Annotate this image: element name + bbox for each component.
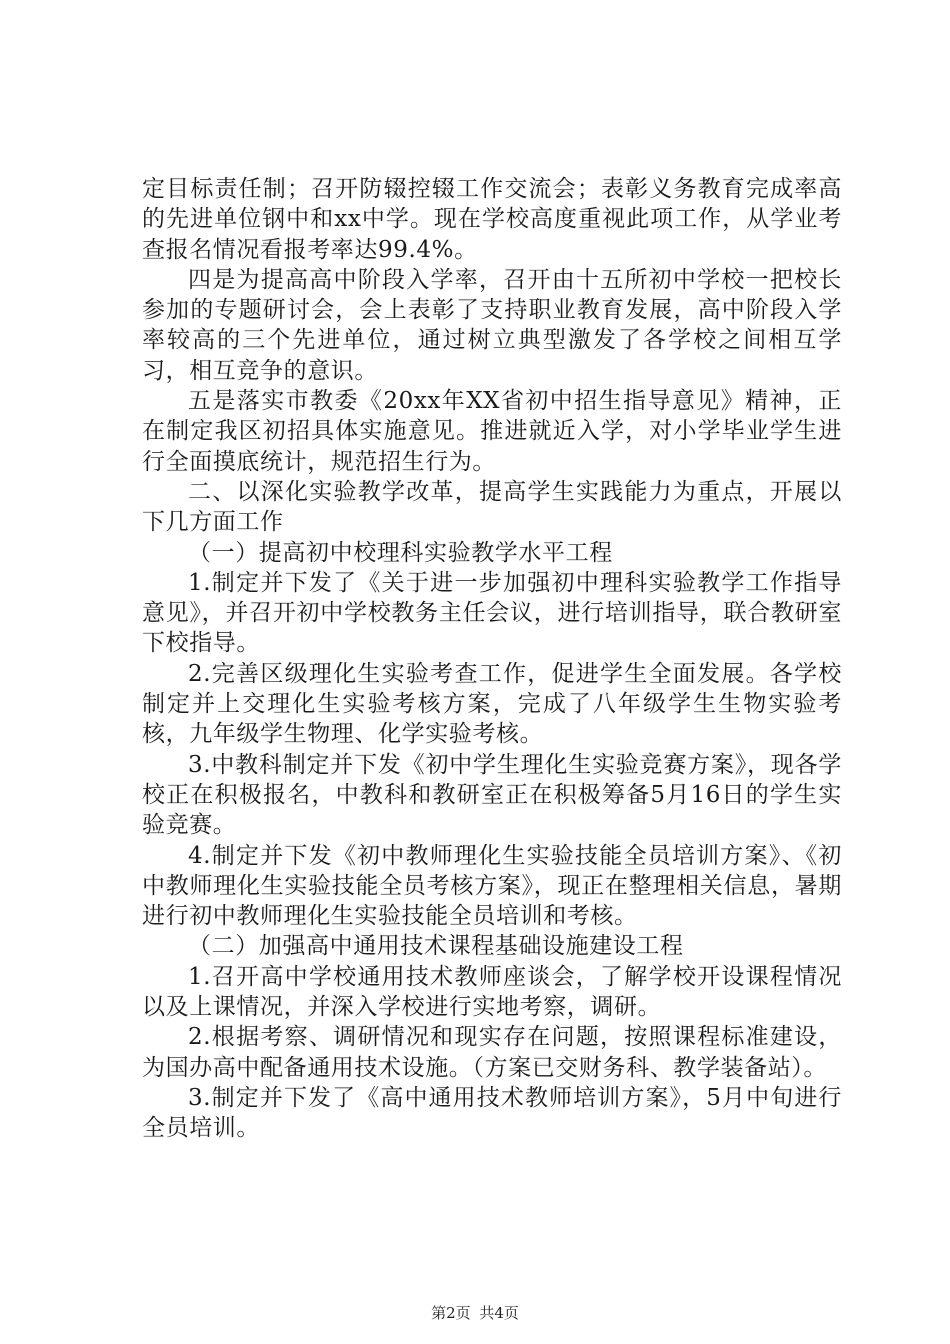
document-body: [142, 174, 842, 1144]
subsection-heading: （一）提高初中校理科实验教学水平工程: [188, 539, 613, 566]
paragraph: 五是落实市教委《20xx年XX省初中招生指导意见》精神，正在制定我区初招具体实施意见。推进就近入学，对小学毕业学生进行全面摸底统计，规范招生行为。: [142, 388, 842, 475]
page-number: 第2页: [431, 1304, 471, 1322]
page-footer: [0, 1302, 950, 1323]
paragraph: 2.根据考察、调研情况和现实存在问题，按照课程标准建设，为国办高中配备通用技术设施。（方案已交财务科、教学装备站）。: [142, 1024, 842, 1081]
paragraph: 1.制定并下发了《关于进一步加强初中理科实验教学工作指导意见》，并召开初中学校教务主任会议，进行培训指导，联合教研室下校指导。: [142, 569, 842, 657]
paragraph: 2.完善区级理化生实验考查工作，促进学生全面发展。各学校制定并上交理化生实验考核方案，完成了八年级学生生物实验考核，九年级学生物理、化学实验考核。: [142, 660, 842, 748]
subsection-heading: （二）加强高中通用技术课程基础设施建设工程: [188, 933, 684, 960]
paragraph: 3.中教科制定并下发《初中学生理化生实验竞赛方案》，现各学校正在积极报名，中教科和教研室正在积极筹备5月16日的学生实验竞赛。: [142, 751, 842, 839]
paragraph: 定目标责任制；召开防辍控辍工作交流会；表彰义务教育完成率高的先进单位钢中和xx中学。现在学校高度重视此项工作，从学业考查报名情况看报考率达99.4%。: [142, 176, 842, 263]
paragraph: 3.制定并下发了《高中通用技术教师培训方案》，5月中旬进行全员培训。: [142, 1084, 842, 1142]
paragraph: 4.制定并下发《初中教师理化生实验技能全员培训方案》、《初中教师理化生实验技能全员考核方案》，现正在整理相关信息，暑期进行初中教师理化生实验技能全员培训和考核。: [142, 842, 842, 930]
page-total: 共4页: [479, 1304, 519, 1322]
paragraph: 1.召开高中学校通用技术教师座谈会，了解学校开设课程情况以及上课情况，并深入学校进行实地考察，调研。: [142, 963, 842, 1021]
section-heading: 二、以深化实验教学改革，提高学生实践能力为重点，开展以下几方面工作: [142, 478, 842, 536]
paragraph: 四是为提高高中阶段入学率，召开由十五所初中学校一把校长参加的专题研讨会，会上表彰了支持职业教育发展，高中阶段入学率较高的三个先进单位，通过树立典型激发了各学校之间相互学习，相互竞争的意识。: [142, 266, 842, 384]
